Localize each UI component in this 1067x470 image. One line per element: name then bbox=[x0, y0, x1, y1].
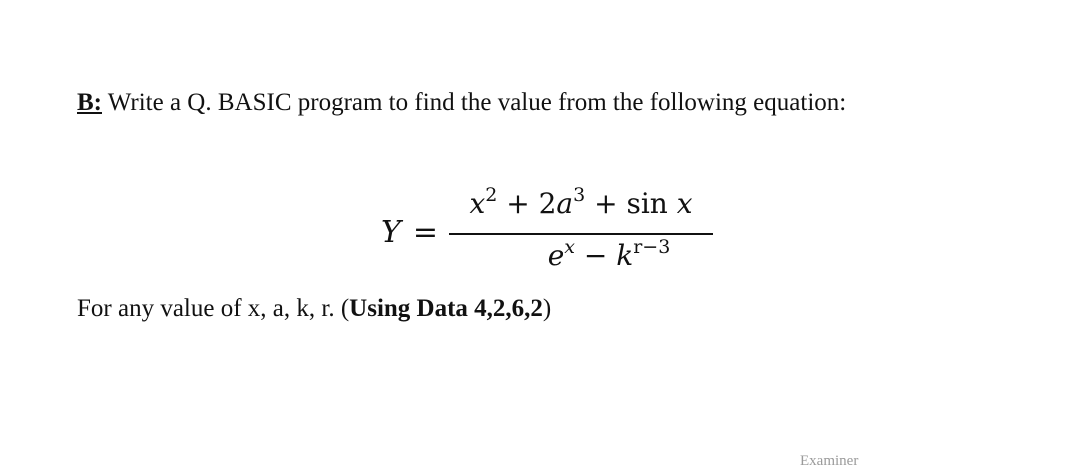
question-label: B: bbox=[77, 89, 102, 116]
data-note-text: For any value of x, a, k, r. ( bbox=[77, 295, 350, 322]
equals-sign: = bbox=[412, 215, 438, 250]
numerator-x: x bbox=[469, 187, 486, 220]
data-note-close: ) bbox=[542, 295, 552, 322]
numerator-a: a bbox=[556, 187, 574, 220]
numerator-x-exponent: 2 bbox=[485, 184, 498, 206]
numerator-sin-argument: x bbox=[676, 187, 693, 220]
numerator-a-exponent: 3 bbox=[573, 184, 586, 206]
denominator-e-exponent bbox=[564, 236, 575, 258]
denominator-k-exponent: r−3 bbox=[633, 236, 671, 258]
denominator-k: k bbox=[616, 239, 634, 272]
equation-lhs bbox=[381, 213, 438, 253]
examiner-label: Examiner bbox=[800, 453, 859, 469]
numerator-plus-two: + 2 bbox=[497, 187, 557, 220]
denominator-expression bbox=[547, 236, 671, 272]
fraction-bar bbox=[449, 233, 713, 235]
data-note bbox=[77, 292, 551, 326]
equation-denominator bbox=[449, 236, 713, 276]
equation-lhs-variable: Y bbox=[381, 215, 401, 250]
numerator-plus-sin: + sin bbox=[585, 187, 677, 220]
question-text: Write a Q. BASIC program to find the value from the following equation: bbox=[102, 89, 847, 116]
denominator-minus: − bbox=[574, 239, 617, 272]
denominator-e: e bbox=[547, 239, 565, 272]
data-note-emphasis: Using Data 4,2,6,2 bbox=[349, 295, 543, 322]
equation-numerator bbox=[449, 184, 713, 224]
denominator-e-exponent-x: x bbox=[564, 236, 575, 258]
